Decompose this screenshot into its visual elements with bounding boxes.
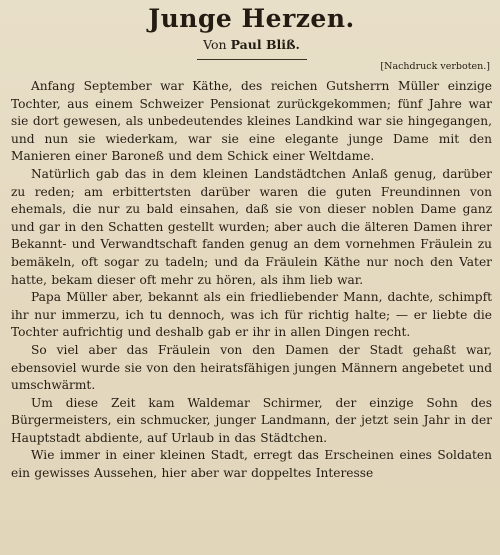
paragraph: Anfang September war Käthe, des reichen Gutsherrn Müller einzige Tochter, aus einem Schweizer Pensionat zurückgekommen; fünf Jahre war sie dort gewesen, als unbedeutendes kleines Landkind war sie hingegangen, und nun sie wiederkam, war sie eine elegante junge Dame mit den Manieren einer Baroneß und dem Schick einer Weltdame. (11, 79, 492, 164)
reprint-notice: [Nachdruck verboten.] (380, 61, 490, 72)
paragraph: Wie immer in einer kleinen Stadt, erregt das Erscheinen eines Soldaten ein gewisses Aussehen, hier aber war doppeltes Interesse (11, 448, 492, 481)
byline-prefix: Von (203, 37, 227, 52)
article-body (11, 78, 492, 483)
article-title: Junge Herzen. (148, 4, 355, 33)
author-name: Paul Bliß. (230, 37, 300, 52)
byline (11, 36, 492, 53)
paragraph: Natürlich gab das in dem kleinen Landstädtchen Anlaß genug, darüber zu reden; am erbittertsten darüber waren die guten Freundinnen von ehemals, die nur zu bald einsahen, daß sie von dieser noblen Dame ganz und gar in den Schatten gestellt wurden; aber auch die älteren Damen ihrer Bekannt- und Verwandtschaft fanden genug an dem vornehmen Fräulein zu bemäkeln, oft sogar zu tadeln; und da Fräulein Käthe nur noch den Vater hatte, bekam dieser oft mehr zu hören, als ihm lieb war. (11, 166, 492, 287)
paragraph: So viel aber das Fräulein von den Damen der Stadt gehaßt war, ebensoviel wurde sie von den heiratsfähigen jungen Männern angebetet und umschwärmt. (11, 342, 492, 393)
paragraph: Um diese Zeit kam Waldemar Schirmer, der einzige Sohn des Bürgermeisters, ein schmucker, junger Landmann, der jetzt sein Jahr in der Hauptstadt abdiente, auf Urlaub in das Städtchen. (11, 395, 492, 445)
paragraph: Papa Müller aber, bekannt als ein friedliebender Mann, dachte, schimpft ihr nur immerzu, ich tu dennoch, was ich für richtig halte; — er liebte die Tochter aufrichtig und deshalb gab er ihr in allen Dingen recht. (11, 290, 492, 340)
title-divider (197, 59, 307, 60)
